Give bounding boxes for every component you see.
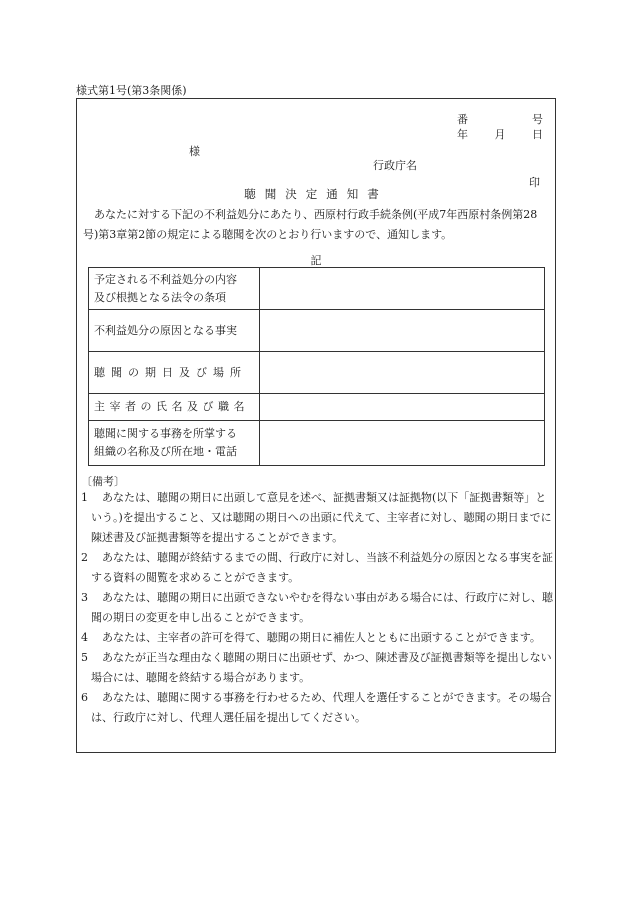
date-month-label: 月 bbox=[494, 128, 506, 141]
list-item bbox=[81, 628, 553, 648]
table-row bbox=[89, 421, 545, 466]
row-label bbox=[89, 421, 260, 466]
number-go-label: 号 bbox=[532, 113, 543, 126]
label-line: 組織の名称及び所在地・電話 bbox=[94, 445, 237, 458]
note-text: あなたは、聴聞の期日に出頭して意見を述べ、証拠書類又は証拠物(以下「証拠書類等」という。)を提出すること、又は聴聞の期日への出頭に代えて、主宰者に対し、聴聞の期日までに陳述書及び証拠書類等を提出することができます。 bbox=[91, 491, 552, 544]
row-value[interactable] bbox=[260, 394, 545, 421]
label-line: 聴聞に関する事務を所掌する bbox=[94, 427, 237, 440]
label-line: 予定される不利益処分の内容 bbox=[94, 272, 237, 286]
date-line bbox=[457, 126, 543, 142]
seal-mark: 印 bbox=[529, 176, 540, 189]
list-item bbox=[81, 548, 553, 588]
label-line: 不利益処分の原因となる事実 bbox=[94, 323, 237, 337]
label-line: 聴聞の期日及び場所 bbox=[94, 365, 247, 379]
list-item bbox=[81, 688, 553, 728]
date-year-label: 年 bbox=[457, 128, 468, 141]
table-row bbox=[89, 268, 545, 310]
note-text: あなたは、聴聞の期日に出頭できないやむを得ない事由がある場合には、行政庁に対し、聴聞の期日の変更を申し出ることができます。 bbox=[91, 591, 553, 624]
notice-frame bbox=[76, 98, 556, 753]
label-line: 主宰者の氏名及び職名 bbox=[94, 400, 249, 413]
row-label bbox=[89, 268, 260, 310]
document-number-line bbox=[457, 111, 543, 127]
row-label bbox=[89, 394, 260, 421]
label-line: 及び根拠となる法令の条項 bbox=[94, 290, 226, 304]
note-number: 1 bbox=[81, 491, 88, 504]
note-number: 5 bbox=[81, 651, 88, 664]
list-item bbox=[81, 648, 553, 688]
details-table bbox=[88, 267, 545, 466]
note-number: 2 bbox=[81, 551, 88, 564]
note-number: 4 bbox=[81, 631, 88, 644]
row-value[interactable] bbox=[260, 268, 545, 310]
note-text: あなたは、主宰者の許可を得て、聴聞の期日に補佐人とともに出頭することができます。 bbox=[102, 631, 541, 644]
notes-heading: 〔備考〕 bbox=[81, 475, 125, 488]
form-reference: 様式第1号(第3条関係) bbox=[76, 84, 187, 97]
note-number: 6 bbox=[81, 691, 88, 704]
row-value[interactable] bbox=[260, 421, 545, 466]
row-value[interactable] bbox=[260, 352, 545, 394]
document-title: 聴聞決定通知書 bbox=[244, 187, 388, 201]
date-day-label: 日 bbox=[532, 128, 543, 141]
addressee-suffix: 様 bbox=[189, 145, 200, 158]
note-text: あなたは、聴聞に関する事務を行わせるため、代理人を選任することができます。その場合は、行政庁に対し、代理人選任届を提出してください。 bbox=[91, 691, 552, 724]
intro-text: あなたに対する下記の不利益処分にあたり、西原村行政手続条例(平成7年西原村条例第28号)第3章第2節の規定による聴聞を次のとおり行いますので、通知します。 bbox=[83, 208, 538, 241]
notes-list bbox=[81, 488, 553, 728]
note-text: あなたは、聴聞が終結するまでの間、行政庁に対し、当該不利益処分の原因となる事実を証する資料の閲覧を求めることができます。 bbox=[91, 551, 553, 584]
table-row bbox=[89, 394, 545, 421]
table-row bbox=[89, 352, 545, 394]
row-label bbox=[89, 352, 260, 394]
ki-heading: 記 bbox=[310, 254, 322, 267]
row-value[interactable] bbox=[260, 310, 545, 352]
number-ban-label: 番 bbox=[457, 113, 468, 126]
table-row bbox=[89, 310, 545, 352]
note-number: 3 bbox=[81, 591, 88, 604]
agency-name: 行政庁名 bbox=[373, 159, 417, 172]
note-text: あなたが正当な理由なく聴聞の期日に出頭せず、かつ、陳述書及び証拠書類等を提出しない場合には、聴聞を終結する場合があります。 bbox=[91, 651, 552, 684]
list-item bbox=[81, 588, 553, 628]
intro-paragraph bbox=[83, 205, 549, 245]
list-item bbox=[81, 488, 553, 548]
row-label bbox=[89, 310, 260, 352]
